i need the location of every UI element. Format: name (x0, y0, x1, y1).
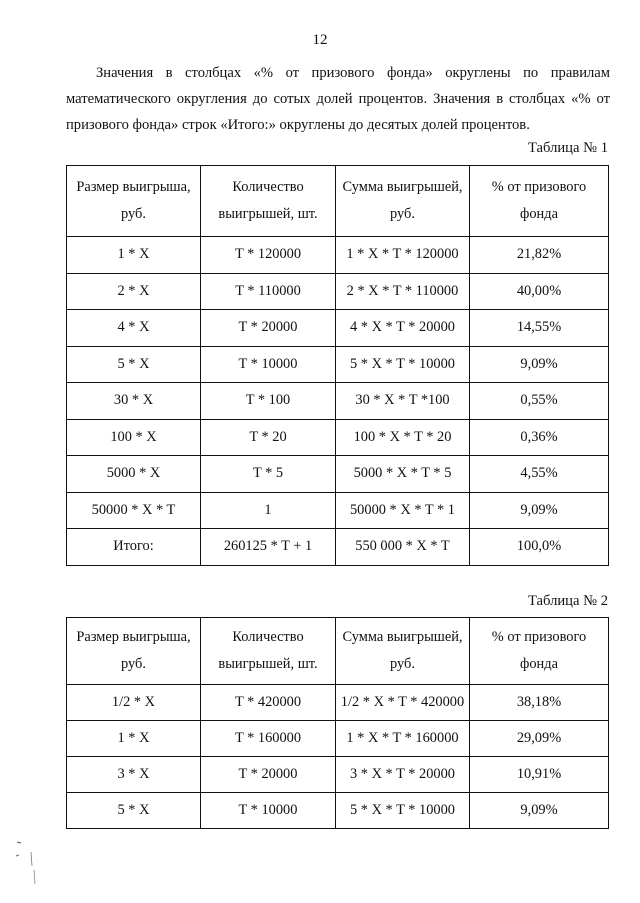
cell-prize-size: 100 * X (67, 419, 201, 456)
table-header-row (67, 618, 609, 685)
table2-caption: Таблица № 2 (528, 593, 608, 609)
table-row (67, 492, 609, 529)
cell-fund-percent: 9,09% (470, 492, 609, 529)
cell-fund-percent: 29,09% (470, 721, 609, 757)
cell-prize-count: T * 20000 (201, 310, 336, 347)
cell-prize-count: T * 10000 (201, 346, 336, 383)
cell-prize-sum: 2 * X * T * 110000 (336, 273, 470, 310)
table-total-row (67, 529, 609, 566)
cell-prize-count: T * 100 (201, 383, 336, 420)
cell-fund-percent: 9,09% (470, 793, 609, 829)
cell-prize-size: 2 * X (67, 273, 201, 310)
prize-table-1 (66, 165, 609, 566)
cell-fund-percent: 9,09% (470, 346, 609, 383)
table-row (67, 346, 609, 383)
cell-fund-percent: 38,18% (470, 685, 609, 721)
cell-prize-sum: 3 * X * T * 20000 (336, 757, 470, 793)
cell-fund-percent: 10,91% (470, 757, 609, 793)
cell-fund-percent: 21,82% (470, 237, 609, 274)
cell-prize-sum: 50000 * X * T * 1 (336, 492, 470, 529)
cell-prize-sum: 1/2 * X * T * 420000 (336, 685, 470, 721)
table-row (67, 383, 609, 420)
cell-prize-sum: 5000 * X * T * 5 (336, 456, 470, 493)
table1-caption: Таблица № 1 (528, 140, 608, 156)
cell-fund-percent: 40,00% (470, 273, 609, 310)
cell-prize-count: T * 20 (201, 419, 336, 456)
cell-prize-size: 1 * X (67, 237, 201, 274)
cell-prize-size: 4 * X (67, 310, 201, 347)
cell-prize-size: 5 * X (67, 793, 201, 829)
table-row (67, 273, 609, 310)
table-row (67, 793, 609, 829)
prize-table-2 (66, 617, 609, 829)
header-prize-sum: Сумма выигрышей, руб. (336, 166, 470, 237)
cell-prize-size: 1 * X (67, 721, 201, 757)
cell-prize-count: T * 420000 (201, 685, 336, 721)
cell-prize-count: 1 (201, 492, 336, 529)
cell-prize-sum: 5 * X * T * 10000 (336, 346, 470, 383)
cell-prize-sum: 5 * X * T * 10000 (336, 793, 470, 829)
cell-fund-percent: 14,55% (470, 310, 609, 347)
table-row (67, 721, 609, 757)
cell-prize-count: T * 10000 (201, 793, 336, 829)
cell-prize-size: 3 * X (67, 757, 201, 793)
cell-prize-count: T * 120000 (201, 237, 336, 274)
cell-prize-size: 5000 * X (67, 456, 201, 493)
cell-prize-size: 50000 * X * T (67, 492, 201, 529)
cell-prize-count: T * 160000 (201, 721, 336, 757)
table-row (67, 237, 609, 274)
cell-fund-percent: 0,36% (470, 419, 609, 456)
table-row (67, 310, 609, 347)
page-number: 12 (312, 32, 328, 48)
table-row (67, 456, 609, 493)
header-prize-count: Количество выигрышей, шт. (201, 166, 336, 237)
cell-total-label: Итого: (67, 529, 201, 566)
header-fund-percent: % от призового фонда (470, 166, 609, 237)
table-row (67, 757, 609, 793)
cell-fund-percent: 4,55% (470, 456, 609, 493)
body-paragraph (66, 60, 610, 138)
header-prize-size: Размер выигрыша, руб. (67, 166, 201, 237)
header-prize-size: Размер выигрыша, руб. (67, 618, 201, 685)
cell-prize-sum: 30 * X * T *100 (336, 383, 470, 420)
cell-prize-count: T * 110000 (201, 273, 336, 310)
cell-prize-sum: 1 * X * T * 120000 (336, 237, 470, 274)
header-prize-count: Количество выигрышей, шт. (201, 618, 336, 685)
cell-total-count: 260125 * T + 1 (201, 529, 336, 566)
cell-prize-size: 30 * X (67, 383, 201, 420)
cell-total-sum: 550 000 * X * T (336, 529, 470, 566)
cell-fund-percent: 0,55% (470, 383, 609, 420)
table-header-row (67, 166, 609, 237)
cell-total-percent: 100,0% (470, 529, 609, 566)
cell-prize-sum: 100 * X * T * 20 (336, 419, 470, 456)
cell-prize-sum: 4 * X * T * 20000 (336, 310, 470, 347)
cell-prize-sum: 1 * X * T * 160000 (336, 721, 470, 757)
header-prize-sum: Сумма выигрышей, руб. (336, 618, 470, 685)
cell-prize-count: T * 5 (201, 456, 336, 493)
cell-prize-count: T * 20000 (201, 757, 336, 793)
cell-prize-size: 1/2 * X (67, 685, 201, 721)
table-row (67, 419, 609, 456)
cell-prize-size: 5 * X (67, 346, 201, 383)
paragraph-text: Значения в столбцах «% от призового фонда» округлены по правилам математического округления до сотых долей процентов. Значения в столбцах «% от призового фонда» строк «Итого:» округлены до десятых долей процентов. (66, 65, 610, 133)
scan-margin-marks (14, 840, 44, 890)
header-fund-percent: % от призового фонда (470, 618, 609, 685)
table-row (67, 685, 609, 721)
